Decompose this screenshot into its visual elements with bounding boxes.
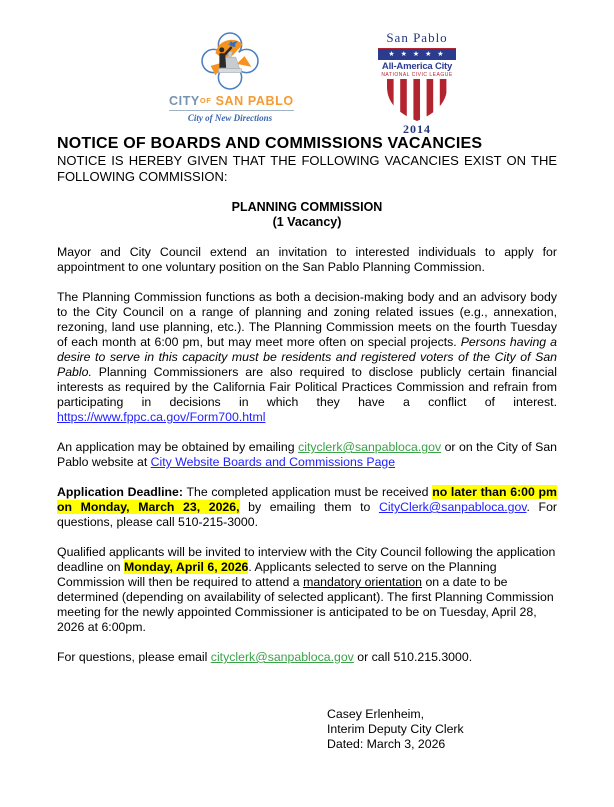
description-text-2: Planning Commissioners are also required to disclose publicly certain financial interests as required by the California Fair Political Practices Commission and refrain from participating in decisions in which they have a conflict of interest. (57, 365, 557, 409)
paragraph-application-info (57, 440, 557, 470)
commission-name: PLANNING COMMISSION (231, 200, 383, 214)
application-text-2: or on the City of San Pablo website at (57, 440, 557, 469)
signature-date: Dated: March 3, 2026 (327, 737, 446, 751)
aac-shield-stripes-icon (384, 79, 450, 121)
deadline-text-1: The completed application must be received (183, 485, 433, 499)
mandatory-orientation-text: mandatory orientation (303, 575, 423, 589)
residency-requirement-text: Persons having a desire to serve in this capacity must be residents and registered voters of the City of San Pablo. (57, 335, 557, 379)
deadline-text-2: by emailing them to (239, 500, 379, 514)
questions-text-2: or call 510.215.3000. (353, 650, 473, 664)
interview-text-3: on a date to be determined (depending on availability of selected applicant). The first Planning Commission meeting for the newly appointed Commissioner is anticipated to be on Tuesday, April 28, 2026 at 6:00pm. (57, 575, 554, 634)
fppc-form700-link[interactable]: https://www.fppc.ca.gov/Form700.html (57, 410, 266, 424)
city-website-boards-link[interactable]: City Website Boards and Commissions Page (150, 455, 396, 469)
paragraph-commission-description (57, 290, 557, 425)
cityclerk-email-link-2[interactable]: CityClerk@sanpabloca.gov (378, 500, 527, 514)
commission-vacancy-count: (1 Vacancy) (272, 215, 342, 229)
aac-city-name: San Pablo (386, 30, 448, 45)
signature-block (327, 707, 557, 752)
of-word: OF (199, 96, 212, 105)
aac-award-name: All-America City (381, 61, 453, 72)
description-text-1: The Planning Commission functions as both a decision-making body and an advisory body to the City Council on a range of planning and zoning related issues (e.g., annexation, rezoning, land use planning, etc.). The Planning Commission meets on the fourth Tuesday of each month at 6:00 pm, but may meet more often on special projects. (57, 290, 557, 349)
document-title: NOTICE OF BOARDS AND COMMISSIONS VACANCIES (57, 135, 483, 152)
san-pablo-word: SAN PABLO (215, 94, 294, 108)
paragraph-deadline (57, 485, 557, 530)
all-america-city-logo (378, 30, 456, 137)
aac-year: 2014 (403, 122, 431, 136)
aac-stars-band: ★ ★ ★ ★ ★ (378, 48, 456, 60)
interview-text-1: Qualified applicants will be invited to interview with the City Council following the application deadline on (57, 545, 556, 574)
city-logo-tagline: City of New Directions (187, 113, 273, 123)
city-logo-wordmark (169, 94, 294, 111)
document-subtitle: NOTICE IS HEREBY GIVEN THAT THE FOLLOWING VACANCIES EXIST ON THE FOLLOWING COMMISSION: (57, 153, 557, 184)
paragraph-questions (57, 650, 557, 665)
commission-block (57, 200, 557, 230)
city-word: CITY (169, 94, 200, 108)
deadline-text-3: . For questions, please call 510-215-3000. (57, 500, 558, 529)
logo-header (57, 30, 557, 134)
figure-head-shape (219, 47, 224, 52)
interview-text-2: . Applicants selected to serve on the Planning Commission will then be required to attend a (57, 560, 497, 589)
deadline-label: Application Deadline: (57, 485, 183, 499)
aac-league-name: NATIONAL CIVIC LEAGUE (381, 72, 453, 78)
shield-stripes-group (384, 79, 450, 121)
cityclerk-email-link-3[interactable]: cityclerk@sanpabloca.gov (210, 650, 354, 664)
paragraph-invitation: Mayor and City Council extend an invitation to interested individuals to apply for appointment to one voluntary position on the San Pablo Planning Commission. (57, 245, 557, 274)
paragraph-interview (57, 545, 557, 635)
cityclerk-email-link-1[interactable]: cityclerk@sanpabloca.gov (298, 440, 442, 454)
signer-name: Casey Erlenheim, (327, 707, 425, 721)
figure-body-shape (219, 53, 226, 67)
questions-text-1: For questions, please email (57, 650, 211, 664)
application-text-1: An application may be obtained by emailing (57, 440, 299, 454)
city-emblem-icon (201, 32, 259, 90)
building-base-shape (218, 69, 241, 73)
deadline-highlight: no later than 6:00 pm on Monday, March 23, 2026, (57, 485, 557, 514)
city-of-san-pablo-logo (169, 32, 294, 123)
interview-date-highlight: Monday, April 6, 2026 (124, 560, 249, 574)
signer-title: Interim Deputy City Clerk (327, 722, 464, 736)
